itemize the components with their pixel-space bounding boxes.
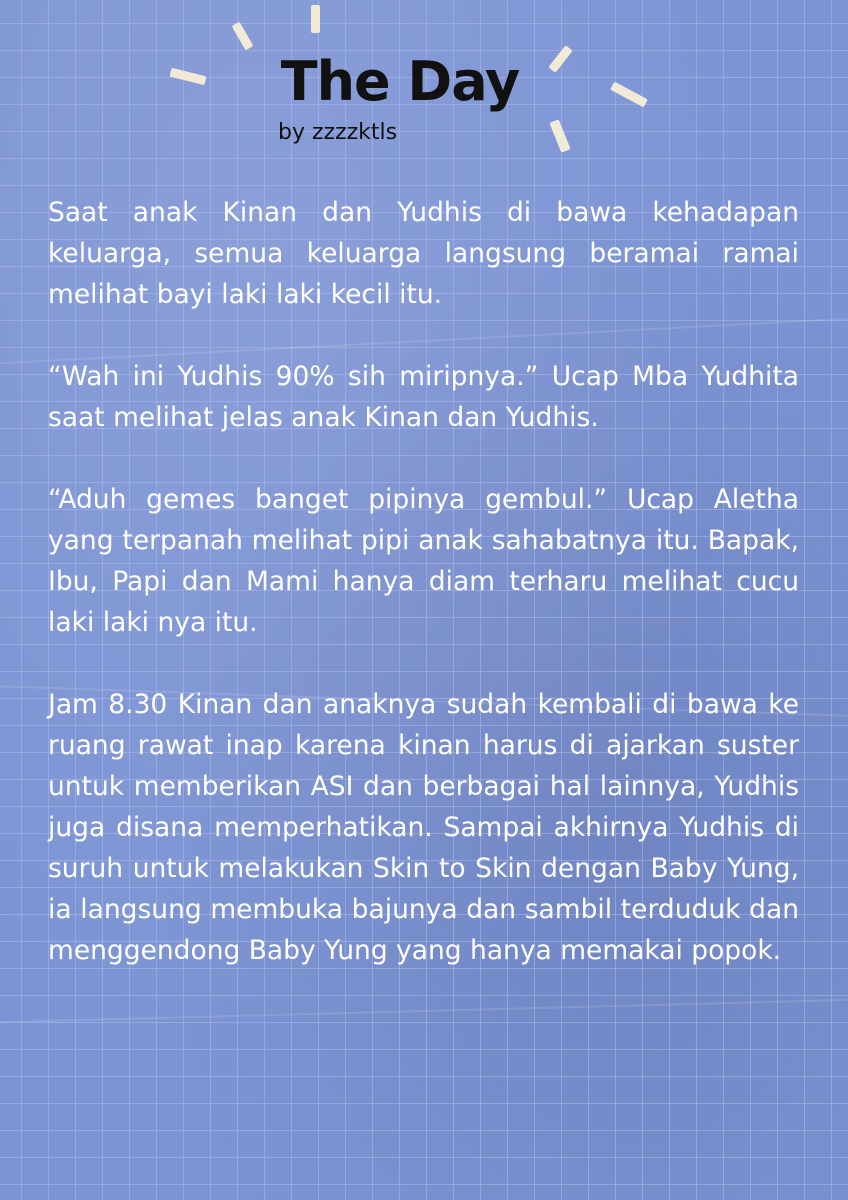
author-byline: by zzzzktls [278,120,398,145]
page-title: The Day [280,50,520,113]
story-paragraph: “Wah ini Yudhis 90% sih miripnya.” Ucap Mba Yudhita saat melihat jelas anak Kinan dan Yudhis. [48,361,799,433]
story-paragraph: “Aduh gemes banget pipinya gembul.” Ucap Aletha yang terpanah melihat pipi anak sahabatnya itu. Bapak, Ibu, Papi dan Mami hanya diam terharu melihat cucu laki laki nya itu. [48,484,799,638]
story-body [48,192,799,1012]
story-paragraph: Saat anak Kinan dan Yudhis di bawa kehadapan keluarga, semua keluarga langsung beramai ramai melihat bayi laki laki kecil itu. [48,197,799,310]
story-paragraph: Jam 8.30 Kinan dan anaknya sudah kembali di bawa ke ruang rawat inap karena kinan harus di ajarkan suster untuk memberikan ASI dan berbagai hal lainnya, Yudhis juga disana memperhatikan. Sampai akhirnya Yudhis di suruh untuk melakukan Skin to Skin dengan Baby Yung, ia langsung membuka bajunya dan sambil terduduk dan menggendong Baby Yung yang hanya memakai popok. [48,689,799,966]
